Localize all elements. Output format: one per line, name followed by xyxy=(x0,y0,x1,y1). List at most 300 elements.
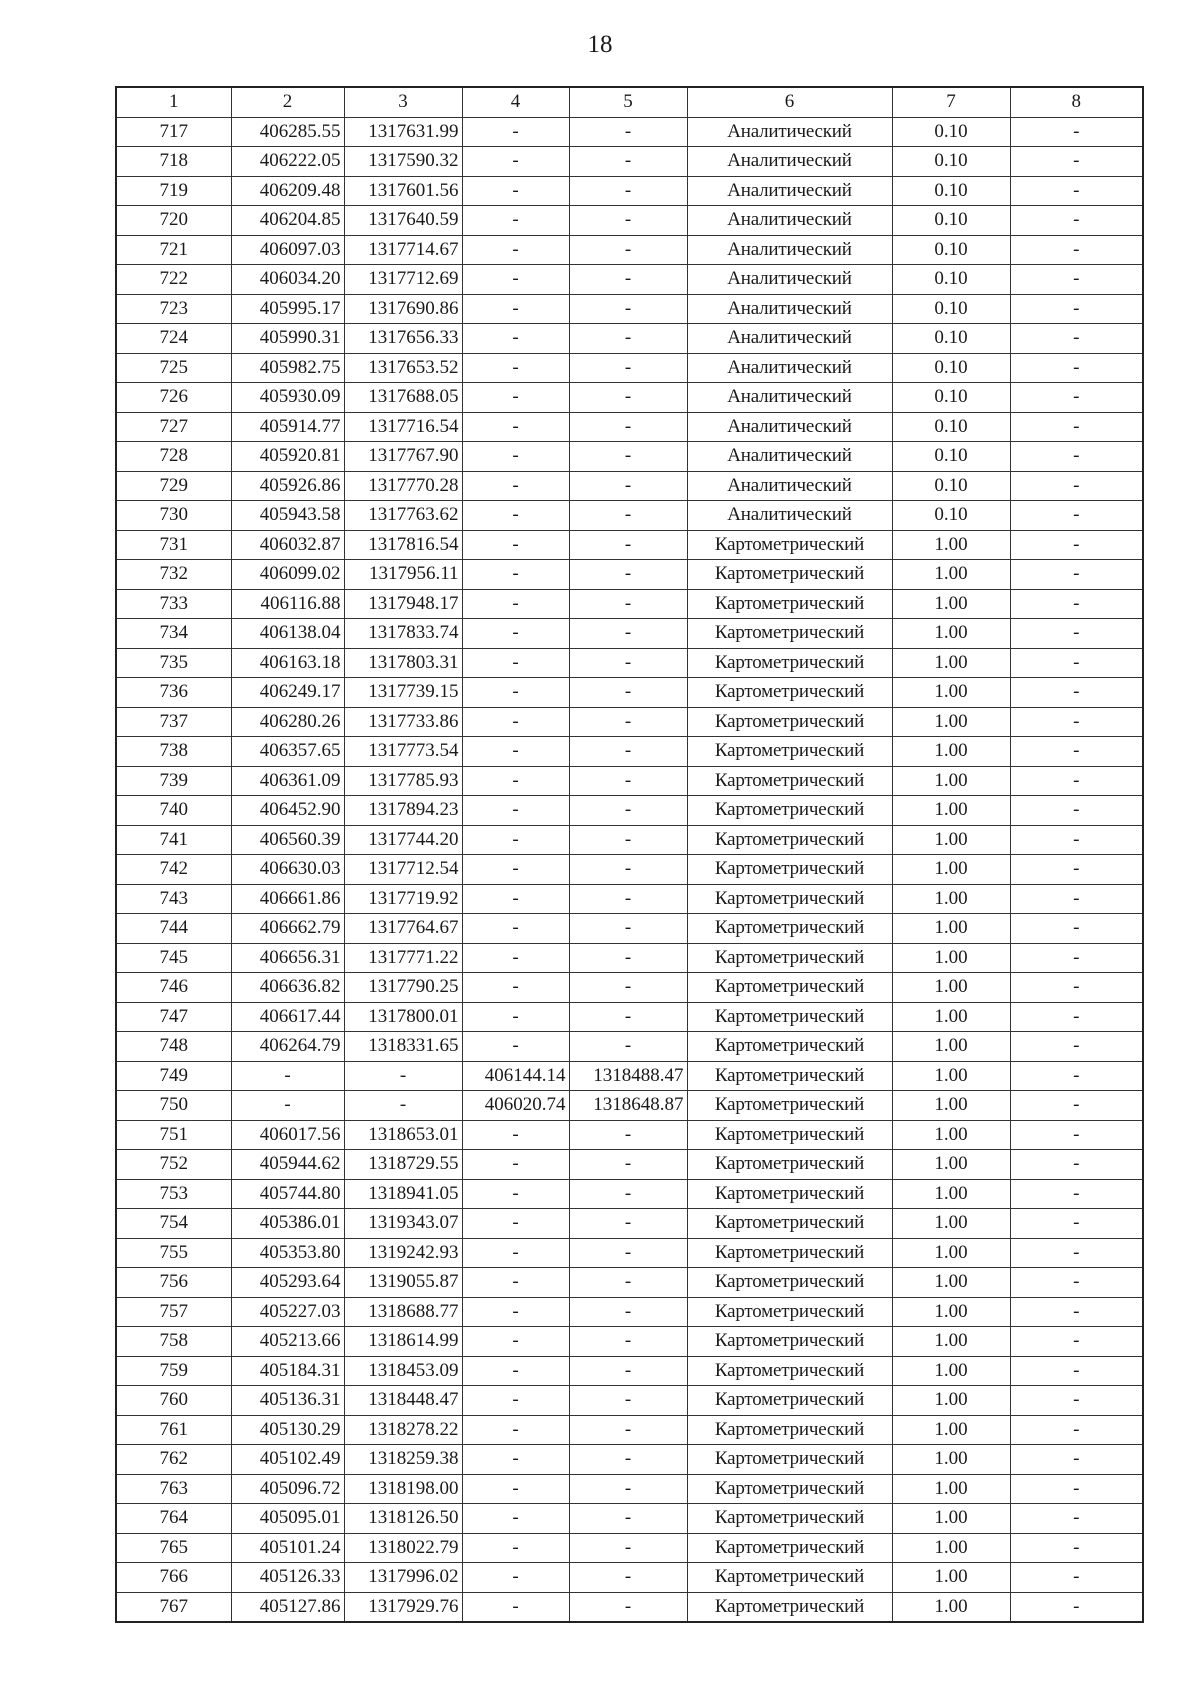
cell-accuracy: 0.10 xyxy=(892,265,1010,295)
table-row xyxy=(116,648,1143,678)
cell-point-number: 756 xyxy=(116,1268,231,1298)
cell-y-coordinate-alt: - xyxy=(569,353,687,383)
cell-x-coordinate-alt: - xyxy=(462,206,569,236)
cell-point-number: 750 xyxy=(116,1091,231,1121)
cell-y-coordinate: 1318331.65 xyxy=(344,1032,462,1062)
cell-point-number: 740 xyxy=(116,796,231,826)
cell-y-coordinate-alt: - xyxy=(569,884,687,914)
table-row xyxy=(116,1533,1143,1563)
cell-point-number: 717 xyxy=(116,117,231,147)
cell-x-coordinate: 406361.09 xyxy=(231,766,344,796)
cell-note: - xyxy=(1010,766,1143,796)
cell-y-coordinate-alt: - xyxy=(569,383,687,413)
cell-accuracy: 0.10 xyxy=(892,501,1010,531)
cell-point-number: 758 xyxy=(116,1327,231,1357)
cell-x-coordinate: 405920.81 xyxy=(231,442,344,472)
cell-y-coordinate-alt: - xyxy=(569,235,687,265)
cell-point-number: 730 xyxy=(116,501,231,531)
cell-x-coordinate-alt: - xyxy=(462,1415,569,1445)
cell-method: Аналитический xyxy=(687,324,892,354)
cell-point-number: 753 xyxy=(116,1179,231,1209)
table-row xyxy=(116,619,1143,649)
cell-y-coordinate: 1318126.50 xyxy=(344,1504,462,1534)
cell-note: - xyxy=(1010,1356,1143,1386)
cell-note: - xyxy=(1010,1386,1143,1416)
table-row xyxy=(116,943,1143,973)
cell-y-coordinate: 1319055.87 xyxy=(344,1268,462,1298)
cell-accuracy: 1.00 xyxy=(892,943,1010,973)
cell-point-number: 738 xyxy=(116,737,231,767)
cell-accuracy: 0.10 xyxy=(892,442,1010,472)
cell-x-coordinate: 406661.86 xyxy=(231,884,344,914)
cell-method: Картометрический xyxy=(687,825,892,855)
cell-accuracy: 1.00 xyxy=(892,678,1010,708)
table-row xyxy=(116,560,1143,590)
cell-note: - xyxy=(1010,1474,1143,1504)
cell-note: - xyxy=(1010,825,1143,855)
cell-accuracy: 0.10 xyxy=(892,412,1010,442)
table-row xyxy=(116,353,1143,383)
page-number: 18 xyxy=(587,31,613,58)
cell-x-coordinate: 406032.87 xyxy=(231,530,344,560)
cell-x-coordinate: 406163.18 xyxy=(231,648,344,678)
cell-point-number: 759 xyxy=(116,1356,231,1386)
cell-x-coordinate-alt: - xyxy=(462,707,569,737)
cell-x-coordinate: 406656.31 xyxy=(231,943,344,973)
cell-accuracy: 1.00 xyxy=(892,1592,1010,1622)
cell-method: Картометрический xyxy=(687,1150,892,1180)
cell-note: - xyxy=(1010,1415,1143,1445)
cell-y-coordinate: 1317767.90 xyxy=(344,442,462,472)
cell-method: Аналитический xyxy=(687,147,892,177)
table-row xyxy=(116,1356,1143,1386)
cell-x-coordinate: 405990.31 xyxy=(231,324,344,354)
cell-accuracy: 1.00 xyxy=(892,1179,1010,1209)
cell-x-coordinate: 406116.88 xyxy=(231,589,344,619)
cell-x-coordinate-alt: - xyxy=(462,589,569,619)
cell-point-number: 719 xyxy=(116,176,231,206)
cell-x-coordinate: 405136.31 xyxy=(231,1386,344,1416)
cell-x-coordinate-alt: - xyxy=(462,412,569,442)
cell-accuracy: 0.10 xyxy=(892,294,1010,324)
cell-y-coordinate-alt: - xyxy=(569,1032,687,1062)
cell-x-coordinate-alt: - xyxy=(462,737,569,767)
cell-accuracy: 1.00 xyxy=(892,1386,1010,1416)
cell-y-coordinate: 1317640.59 xyxy=(344,206,462,236)
cell-x-coordinate-alt: - xyxy=(462,353,569,383)
cell-y-coordinate: 1317590.32 xyxy=(344,147,462,177)
table-row xyxy=(116,1032,1143,1062)
cell-x-coordinate: - xyxy=(231,1091,344,1121)
cell-accuracy: 1.00 xyxy=(892,1356,1010,1386)
cell-point-number: 762 xyxy=(116,1445,231,1475)
table-body xyxy=(116,117,1143,1622)
cell-note: - xyxy=(1010,235,1143,265)
cell-x-coordinate-alt: - xyxy=(462,265,569,295)
cell-x-coordinate-alt: - xyxy=(462,117,569,147)
cell-method: Аналитический xyxy=(687,206,892,236)
cell-method: Картометрический xyxy=(687,796,892,826)
cell-point-number: 747 xyxy=(116,1002,231,1032)
cell-point-number: 720 xyxy=(116,206,231,236)
column-header-x-coordinate-alt: 4 xyxy=(462,87,569,117)
cell-y-coordinate-alt: - xyxy=(569,560,687,590)
cell-x-coordinate: 406034.20 xyxy=(231,265,344,295)
cell-method: Картометрический xyxy=(687,766,892,796)
cell-method: Картометрический xyxy=(687,737,892,767)
cell-method: Картометрический xyxy=(687,1504,892,1534)
cell-x-coordinate: 405213.66 xyxy=(231,1327,344,1357)
table-row xyxy=(116,1445,1143,1475)
cell-point-number: 767 xyxy=(116,1592,231,1622)
cell-note: - xyxy=(1010,560,1143,590)
cell-method: Аналитический xyxy=(687,353,892,383)
table-row xyxy=(116,530,1143,560)
cell-y-coordinate-alt: - xyxy=(569,619,687,649)
cell-y-coordinate-alt: - xyxy=(569,707,687,737)
table-row xyxy=(116,1297,1143,1327)
cell-note: - xyxy=(1010,530,1143,560)
cell-y-coordinate: 1318453.09 xyxy=(344,1356,462,1386)
cell-y-coordinate: 1319343.07 xyxy=(344,1209,462,1239)
table-row xyxy=(116,914,1143,944)
cell-y-coordinate-alt: - xyxy=(569,1533,687,1563)
cell-x-coordinate: 406617.44 xyxy=(231,1002,344,1032)
cell-x-coordinate-alt: - xyxy=(462,678,569,708)
cell-y-coordinate-alt: - xyxy=(569,737,687,767)
cell-note: - xyxy=(1010,1504,1143,1534)
cell-x-coordinate: 405386.01 xyxy=(231,1209,344,1239)
cell-x-coordinate: 406560.39 xyxy=(231,825,344,855)
cell-x-coordinate-alt: - xyxy=(462,1120,569,1150)
cell-note: - xyxy=(1010,471,1143,501)
cell-accuracy: 1.00 xyxy=(892,1445,1010,1475)
cell-point-number: 765 xyxy=(116,1533,231,1563)
cell-x-coordinate: 405926.86 xyxy=(231,471,344,501)
cell-y-coordinate-alt: - xyxy=(569,1445,687,1475)
cell-x-coordinate-alt: - xyxy=(462,147,569,177)
cell-y-coordinate-alt: - xyxy=(569,1120,687,1150)
header-row xyxy=(116,87,1143,117)
cell-method: Аналитический xyxy=(687,117,892,147)
cell-x-coordinate: 405943.58 xyxy=(231,501,344,531)
cell-y-coordinate-alt: - xyxy=(569,1002,687,1032)
table-row xyxy=(116,1327,1143,1357)
cell-x-coordinate-alt: - xyxy=(462,973,569,1003)
cell-note: - xyxy=(1010,737,1143,767)
cell-note: - xyxy=(1010,117,1143,147)
cell-note: - xyxy=(1010,1091,1143,1121)
cell-note: - xyxy=(1010,884,1143,914)
cell-note: - xyxy=(1010,324,1143,354)
cell-accuracy: 1.00 xyxy=(892,1061,1010,1091)
cell-accuracy: 1.00 xyxy=(892,589,1010,619)
cell-point-number: 741 xyxy=(116,825,231,855)
cell-x-coordinate-alt: - xyxy=(462,1238,569,1268)
cell-method: Картометрический xyxy=(687,973,892,1003)
cell-point-number: 748 xyxy=(116,1032,231,1062)
cell-accuracy: 1.00 xyxy=(892,1032,1010,1062)
cell-method: Картометрический xyxy=(687,943,892,973)
cell-accuracy: 1.00 xyxy=(892,1238,1010,1268)
cell-method: Картометрический xyxy=(687,619,892,649)
cell-y-coordinate-alt: - xyxy=(569,1415,687,1445)
cell-y-coordinate: 1317803.31 xyxy=(344,648,462,678)
cell-note: - xyxy=(1010,501,1143,531)
cell-x-coordinate-alt: - xyxy=(462,324,569,354)
cell-x-coordinate: 406099.02 xyxy=(231,560,344,590)
cell-accuracy: 1.00 xyxy=(892,1327,1010,1357)
cell-note: - xyxy=(1010,943,1143,973)
cell-method: Картометрический xyxy=(687,589,892,619)
column-header-y-coordinate: 3 xyxy=(344,87,462,117)
cell-note: - xyxy=(1010,1533,1143,1563)
cell-accuracy: 1.00 xyxy=(892,1091,1010,1121)
cell-point-number: 745 xyxy=(116,943,231,973)
cell-method: Картометрический xyxy=(687,1268,892,1298)
cell-y-coordinate-alt: - xyxy=(569,117,687,147)
cell-y-coordinate-alt: 1318648.87 xyxy=(569,1091,687,1121)
cell-note: - xyxy=(1010,619,1143,649)
cell-y-coordinate-alt: - xyxy=(569,766,687,796)
cell-note: - xyxy=(1010,1238,1143,1268)
cell-note: - xyxy=(1010,1002,1143,1032)
cell-note: - xyxy=(1010,265,1143,295)
cell-method: Картометрический xyxy=(687,855,892,885)
cell-method: Картометрический xyxy=(687,1415,892,1445)
table-row xyxy=(116,1386,1143,1416)
cell-y-coordinate-alt: - xyxy=(569,1150,687,1180)
cell-y-coordinate-alt: - xyxy=(569,206,687,236)
cell-accuracy: 0.10 xyxy=(892,383,1010,413)
cell-method: Картометрический xyxy=(687,1474,892,1504)
cell-method: Картометрический xyxy=(687,1002,892,1032)
cell-x-coordinate: 405127.86 xyxy=(231,1592,344,1622)
cell-y-coordinate: 1317733.86 xyxy=(344,707,462,737)
cell-y-coordinate-alt: - xyxy=(569,1209,687,1239)
cell-y-coordinate: 1317894.23 xyxy=(344,796,462,826)
cell-point-number: 757 xyxy=(116,1297,231,1327)
cell-x-coordinate: 406452.90 xyxy=(231,796,344,826)
cell-point-number: 732 xyxy=(116,560,231,590)
column-header-y-coordinate-alt: 5 xyxy=(569,87,687,117)
cell-x-coordinate-alt: - xyxy=(462,1533,569,1563)
cell-method: Аналитический xyxy=(687,442,892,472)
cell-note: - xyxy=(1010,1297,1143,1327)
cell-x-coordinate: 405353.80 xyxy=(231,1238,344,1268)
cell-point-number: 737 xyxy=(116,707,231,737)
table-row xyxy=(116,1179,1143,1209)
cell-x-coordinate: 405227.03 xyxy=(231,1297,344,1327)
cell-y-coordinate: 1317739.15 xyxy=(344,678,462,708)
cell-accuracy: 1.00 xyxy=(892,619,1010,649)
table-row xyxy=(116,147,1143,177)
cell-method: Аналитический xyxy=(687,235,892,265)
cell-x-coordinate: 405944.62 xyxy=(231,1150,344,1180)
cell-x-coordinate-alt: - xyxy=(462,294,569,324)
cell-y-coordinate-alt: - xyxy=(569,1238,687,1268)
cell-y-coordinate: 1317656.33 xyxy=(344,324,462,354)
cell-note: - xyxy=(1010,973,1143,1003)
cell-x-coordinate: 406630.03 xyxy=(231,855,344,885)
cell-y-coordinate: 1318729.55 xyxy=(344,1150,462,1180)
cell-accuracy: 1.00 xyxy=(892,796,1010,826)
cell-x-coordinate-alt: - xyxy=(462,825,569,855)
cell-note: - xyxy=(1010,914,1143,944)
cell-x-coordinate-alt: - xyxy=(462,1504,569,1534)
cell-method: Аналитический xyxy=(687,383,892,413)
table-row xyxy=(116,117,1143,147)
cell-x-coordinate-alt: - xyxy=(462,1150,569,1180)
cell-y-coordinate: 1318278.22 xyxy=(344,1415,462,1445)
cell-x-coordinate-alt: - xyxy=(462,1563,569,1593)
cell-accuracy: 1.00 xyxy=(892,1563,1010,1593)
cell-x-coordinate-alt: - xyxy=(462,1356,569,1386)
cell-note: - xyxy=(1010,1268,1143,1298)
cell-x-coordinate-alt: - xyxy=(462,501,569,531)
column-header-x-coordinate: 2 xyxy=(231,87,344,117)
table-row xyxy=(116,206,1143,236)
cell-x-coordinate-alt: - xyxy=(462,796,569,826)
cell-y-coordinate-alt: - xyxy=(569,530,687,560)
cell-point-number: 760 xyxy=(116,1386,231,1416)
cell-point-number: 733 xyxy=(116,589,231,619)
cell-point-number: 764 xyxy=(116,1504,231,1534)
cell-x-coordinate: 406662.79 xyxy=(231,914,344,944)
cell-y-coordinate: 1318653.01 xyxy=(344,1120,462,1150)
cell-method: Аналитический xyxy=(687,412,892,442)
cell-point-number: 763 xyxy=(116,1474,231,1504)
cell-y-coordinate: 1317833.74 xyxy=(344,619,462,649)
cell-x-coordinate-alt: - xyxy=(462,560,569,590)
cell-method: Картометрический xyxy=(687,1091,892,1121)
cell-method: Картометрический xyxy=(687,1297,892,1327)
cell-method: Картометрический xyxy=(687,1032,892,1062)
table-row xyxy=(116,1474,1143,1504)
table-row xyxy=(116,1563,1143,1593)
cell-y-coordinate: 1317785.93 xyxy=(344,766,462,796)
cell-point-number: 742 xyxy=(116,855,231,885)
cell-y-coordinate-alt: - xyxy=(569,973,687,1003)
table-row xyxy=(116,265,1143,295)
cell-x-coordinate: 406285.55 xyxy=(231,117,344,147)
cell-note: - xyxy=(1010,1445,1143,1475)
cell-y-coordinate-alt: - xyxy=(569,943,687,973)
cell-method: Картометрический xyxy=(687,1386,892,1416)
cell-accuracy: 1.00 xyxy=(892,766,1010,796)
cell-x-coordinate-alt: - xyxy=(462,1209,569,1239)
cell-note: - xyxy=(1010,176,1143,206)
cell-accuracy: 0.10 xyxy=(892,117,1010,147)
cell-point-number: 749 xyxy=(116,1061,231,1091)
cell-point-number: 754 xyxy=(116,1209,231,1239)
cell-x-coordinate: 405744.80 xyxy=(231,1179,344,1209)
cell-x-coordinate: 405130.29 xyxy=(231,1415,344,1445)
cell-x-coordinate: 406222.05 xyxy=(231,147,344,177)
column-header-accuracy: 7 xyxy=(892,87,1010,117)
cell-method: Картометрический xyxy=(687,1061,892,1091)
cell-note: - xyxy=(1010,1120,1143,1150)
cell-y-coordinate: 1317996.02 xyxy=(344,1563,462,1593)
cell-y-coordinate-alt: - xyxy=(569,1592,687,1622)
cell-y-coordinate: 1317800.01 xyxy=(344,1002,462,1032)
cell-y-coordinate: 1317719.92 xyxy=(344,884,462,914)
cell-x-coordinate: 405995.17 xyxy=(231,294,344,324)
cell-x-coordinate: 406209.48 xyxy=(231,176,344,206)
table-header xyxy=(116,87,1143,117)
cell-y-coordinate-alt: - xyxy=(569,1474,687,1504)
cell-method: Картометрический xyxy=(687,1209,892,1239)
table-row xyxy=(116,1150,1143,1180)
cell-method: Картометрический xyxy=(687,530,892,560)
cell-accuracy: 1.00 xyxy=(892,1504,1010,1534)
cell-point-number: 751 xyxy=(116,1120,231,1150)
table-row xyxy=(116,176,1143,206)
cell-note: - xyxy=(1010,1563,1143,1593)
cell-accuracy: 1.00 xyxy=(892,1297,1010,1327)
cell-y-coordinate-alt: - xyxy=(569,914,687,944)
table-row xyxy=(116,501,1143,531)
cell-y-coordinate: 1317816.54 xyxy=(344,530,462,560)
cell-x-coordinate: 405914.77 xyxy=(231,412,344,442)
cell-x-coordinate-alt: - xyxy=(462,471,569,501)
cell-note: - xyxy=(1010,206,1143,236)
cell-y-coordinate: 1318259.38 xyxy=(344,1445,462,1475)
cell-note: - xyxy=(1010,648,1143,678)
table-row xyxy=(116,1209,1143,1239)
cell-accuracy: 0.10 xyxy=(892,324,1010,354)
cell-accuracy: 1.00 xyxy=(892,1209,1010,1239)
cell-y-coordinate-alt: - xyxy=(569,147,687,177)
table-row xyxy=(116,707,1143,737)
table-row xyxy=(116,412,1143,442)
cell-y-coordinate: 1317744.20 xyxy=(344,825,462,855)
cell-accuracy: 1.00 xyxy=(892,914,1010,944)
cell-x-coordinate-alt: - xyxy=(462,1386,569,1416)
cell-x-coordinate-alt: - xyxy=(462,1592,569,1622)
cell-note: - xyxy=(1010,855,1143,885)
table-row xyxy=(116,1091,1143,1121)
cell-y-coordinate: 1317712.69 xyxy=(344,265,462,295)
cell-note: - xyxy=(1010,412,1143,442)
cell-accuracy: 0.10 xyxy=(892,206,1010,236)
cell-y-coordinate: 1317929.76 xyxy=(344,1592,462,1622)
cell-x-coordinate: 406636.82 xyxy=(231,973,344,1003)
cell-x-coordinate: 406280.26 xyxy=(231,707,344,737)
cell-y-coordinate-alt: - xyxy=(569,294,687,324)
cell-note: - xyxy=(1010,1209,1143,1239)
cell-x-coordinate-alt: - xyxy=(462,648,569,678)
cell-point-number: 761 xyxy=(116,1415,231,1445)
cell-method: Картометрический xyxy=(687,1533,892,1563)
cell-point-number: 739 xyxy=(116,766,231,796)
cell-y-coordinate-alt: - xyxy=(569,589,687,619)
cell-accuracy: 1.00 xyxy=(892,707,1010,737)
cell-point-number: 729 xyxy=(116,471,231,501)
cell-x-coordinate: 405095.01 xyxy=(231,1504,344,1534)
cell-x-coordinate-alt: - xyxy=(462,383,569,413)
cell-y-coordinate: - xyxy=(344,1061,462,1091)
cell-note: - xyxy=(1010,678,1143,708)
cell-method: Картометрический xyxy=(687,1179,892,1209)
cell-accuracy: 1.00 xyxy=(892,1415,1010,1445)
cell-accuracy: 0.10 xyxy=(892,471,1010,501)
cell-accuracy: 1.00 xyxy=(892,973,1010,1003)
cell-accuracy: 1.00 xyxy=(892,1120,1010,1150)
cell-accuracy: 1.00 xyxy=(892,1474,1010,1504)
table-row xyxy=(116,1415,1143,1445)
cell-method: Картометрический xyxy=(687,648,892,678)
